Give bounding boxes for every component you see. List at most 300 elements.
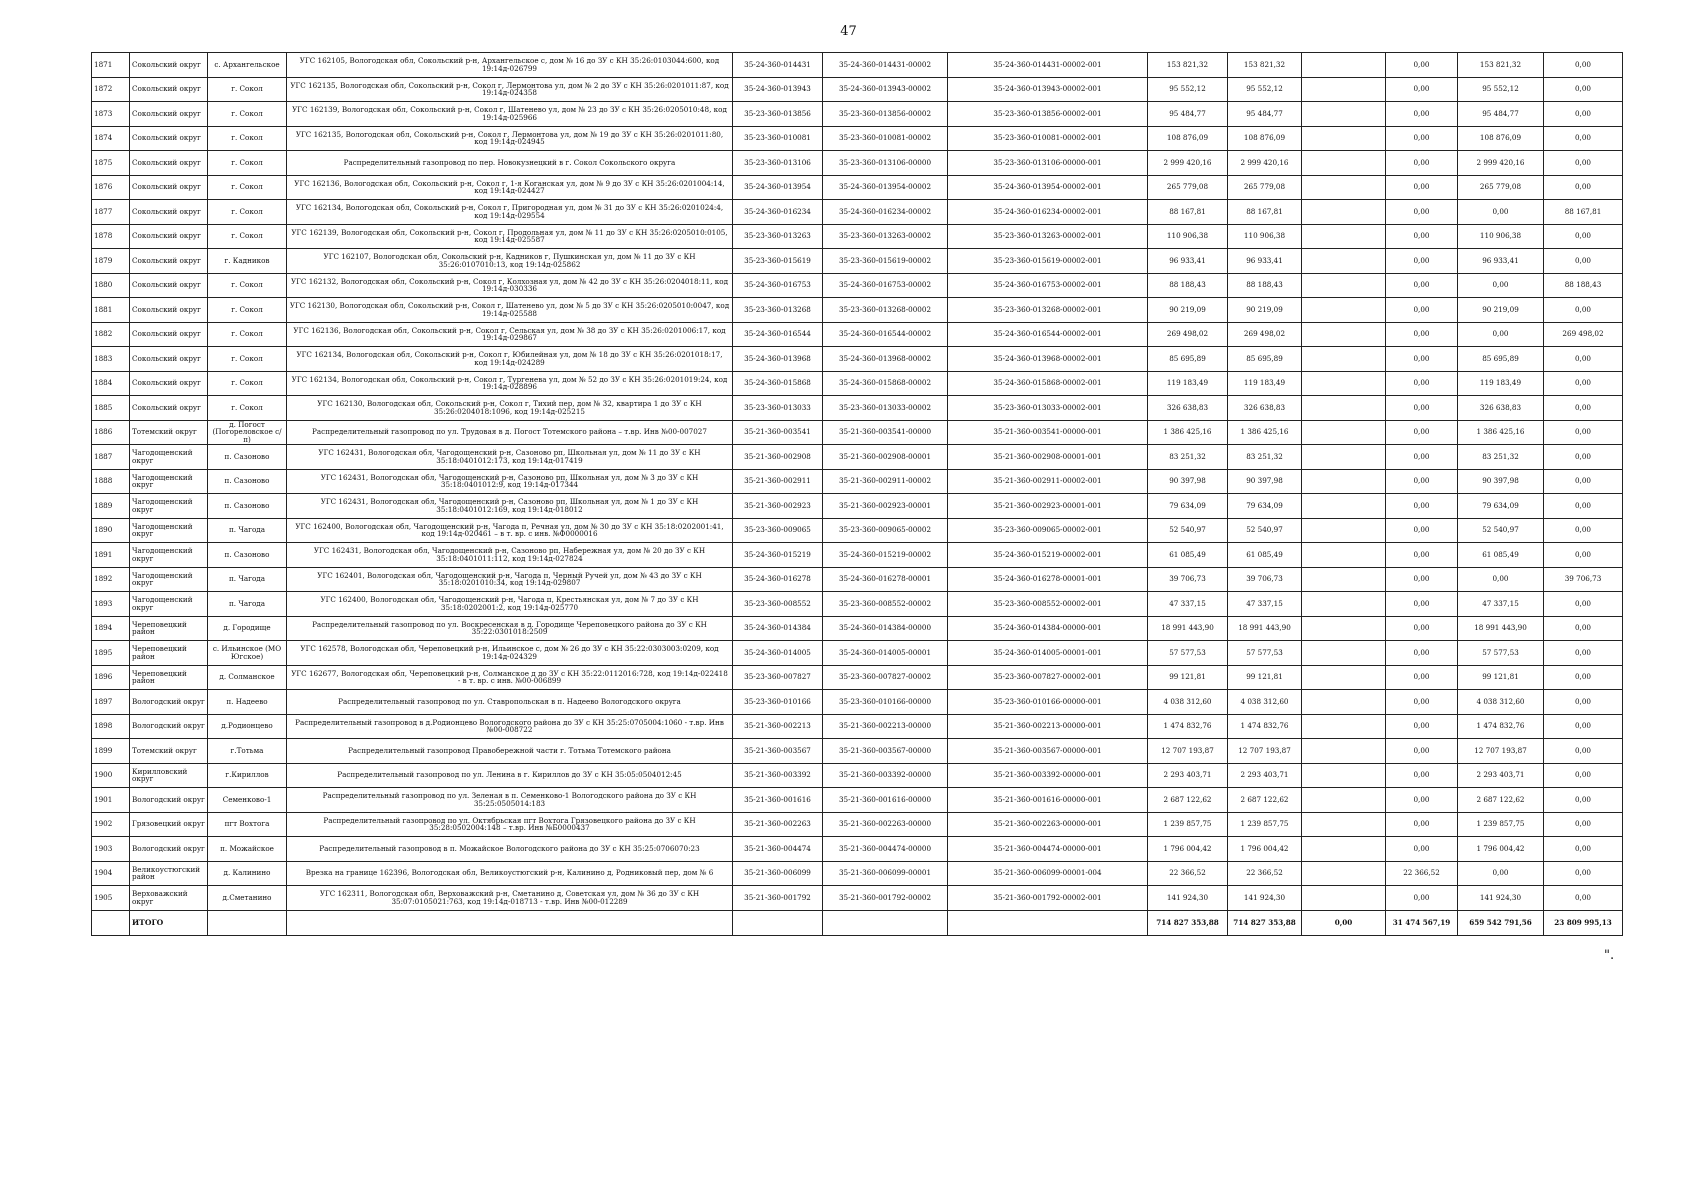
element-code-cell: 35-24-360-016234-00002-001: [948, 200, 1148, 225]
object-code-cell: 35-21-360-002908: [733, 445, 823, 470]
value-cell-3: [1302, 861, 1386, 886]
locality-cell: г.Тотьма: [208, 739, 287, 764]
table-row: [92, 543, 1623, 568]
subobject-code-cell: 35-21-360-002213-00000: [823, 714, 948, 739]
table-row: [92, 445, 1623, 470]
value-cell-3: [1302, 665, 1386, 690]
element-code-cell: 35-24-360-014005-00001-001: [948, 641, 1148, 666]
element-code-cell: 35-21-360-002263-00000-001: [948, 812, 1148, 837]
row-number: 1888: [92, 469, 130, 494]
element-code-cell: 35-23-360-015619-00002-001: [948, 249, 1148, 274]
object-description-cell: УГС 162400, Вологодская обл, Чагодощенский р-н, Чагода п, Речная ул, дом № 30 до ЗУ с КН 35:18:0202001:41, код 19:14д-020461 – в т. вр. с инв. №Ф0000016: [287, 518, 733, 543]
value-cell-5: 95 552,12: [1458, 77, 1544, 102]
object-code-cell: 35-24-360-016544: [733, 322, 823, 347]
table-row: [92, 249, 1623, 274]
value-cell-5: 52 540,97: [1458, 518, 1544, 543]
register-table: [91, 52, 1623, 936]
value-cell-5: 326 638,83: [1458, 396, 1544, 421]
district-cell: Верховажский округ: [130, 886, 208, 911]
object-description-cell: УГС 162401, Вологодская обл, Чагодощенский р-н, Чагода п, Черный Ручей ул, дом № 43 до ЗУ с КН 35:18:0201010:34, код 19:14д-029807: [287, 567, 733, 592]
row-number: 1887: [92, 445, 130, 470]
table-row: [92, 396, 1623, 421]
value-cell-5: 96 933,41: [1458, 249, 1544, 274]
object-code-cell: 35-23-360-013263: [733, 224, 823, 249]
total-empty-cell: [733, 910, 823, 935]
element-code-cell: 35-21-360-002923-00001-001: [948, 494, 1148, 519]
value-cell-1: 2 687 122,62: [1148, 788, 1228, 813]
district-cell: Чагодощенский округ: [130, 494, 208, 519]
object-code-cell: 35-23-360-010166: [733, 690, 823, 715]
object-code-cell: 35-21-360-002911: [733, 469, 823, 494]
element-code-cell: 35-24-360-016753-00002-001: [948, 273, 1148, 298]
locality-cell: п. Надеево: [208, 690, 287, 715]
table-row: [92, 175, 1623, 200]
row-number: 1905: [92, 886, 130, 911]
value-cell-6: 0,00: [1544, 592, 1623, 617]
object-description-cell: УГС 162139, Вологодская обл, Сокольский р-н, Сокол г, Продольная ул, дом № 11 до ЗУ с КН 35:26:0205010:0105, код 19:14д-025587: [287, 224, 733, 249]
object-description-cell: Распределительный газопровод в п. Можайское Вологодского района до ЗУ с КН 35:25:0706070:23: [287, 837, 733, 862]
district-cell: Сокольский округ: [130, 175, 208, 200]
district-cell: Сокольский округ: [130, 322, 208, 347]
object-code-cell: 35-24-360-015868: [733, 371, 823, 396]
value-cell-1: 57 577,53: [1148, 641, 1228, 666]
value-cell-4: 0,00: [1386, 616, 1458, 641]
value-cell-6: 0,00: [1544, 77, 1623, 102]
object-description-cell: УГС 162107, Вологодская обл, Сокольский р-н, Кадников г, Пушкинская ул, дом № 11 до ЗУ с КН 35:26:0107010:13, код 19:14д-025862: [287, 249, 733, 274]
value-cell-3: [1302, 812, 1386, 837]
value-cell-4: 0,00: [1386, 151, 1458, 176]
value-cell-6: 0,00: [1544, 690, 1623, 715]
object-description-cell: Распределительный газопровод по ул. Ленина в г. Кириллов до ЗУ с КН 35:05:0504012:45: [287, 763, 733, 788]
object-code-cell: 35-23-360-013106: [733, 151, 823, 176]
object-code-cell: 35-24-360-014005: [733, 641, 823, 666]
value-cell-6: 0,00: [1544, 763, 1623, 788]
element-code-cell: 35-24-360-013954-00002-001: [948, 175, 1148, 200]
value-cell-6: 0,00: [1544, 861, 1623, 886]
total-v5: 659 542 791,56: [1458, 910, 1544, 935]
value-cell-1: 2 293 403,71: [1148, 763, 1228, 788]
value-cell-6: 0,00: [1544, 641, 1623, 666]
row-number: 1883: [92, 347, 130, 372]
total-empty-cell: [208, 910, 287, 935]
total-empty-cell: [823, 910, 948, 935]
value-cell-3: [1302, 518, 1386, 543]
value-cell-1: 47 337,15: [1148, 592, 1228, 617]
value-cell-2: 1 386 425,16: [1228, 420, 1302, 445]
subobject-code-cell: 35-24-360-016753-00002: [823, 273, 948, 298]
value-cell-1: 95 484,77: [1148, 102, 1228, 127]
value-cell-5: 0,00: [1458, 567, 1544, 592]
table-row: [92, 322, 1623, 347]
value-cell-5: 110 906,38: [1458, 224, 1544, 249]
table-row: [92, 151, 1623, 176]
value-cell-5: 90 219,09: [1458, 298, 1544, 323]
row-number: 1885: [92, 396, 130, 421]
object-code-cell: 35-21-360-002213: [733, 714, 823, 739]
object-description-cell: Распределительный газопровод Правобережной части г. Тотьма Тотемского района: [287, 739, 733, 764]
locality-cell: п. Чагода: [208, 592, 287, 617]
object-code-cell: 35-21-360-001792: [733, 886, 823, 911]
element-code-cell: 35-21-360-003392-00000-001: [948, 763, 1148, 788]
value-cell-1: 61 085,49: [1148, 543, 1228, 568]
object-code-cell: 35-21-360-003392: [733, 763, 823, 788]
value-cell-3: [1302, 298, 1386, 323]
element-code-cell: 35-21-360-001792-00002-001: [948, 886, 1148, 911]
subobject-code-cell: 35-23-360-008552-00002: [823, 592, 948, 617]
value-cell-5: 0,00: [1458, 200, 1544, 225]
row-number: 1889: [92, 494, 130, 519]
row-number: 1877: [92, 200, 130, 225]
table-row: [92, 763, 1623, 788]
value-cell-4: 0,00: [1386, 469, 1458, 494]
value-cell-3: [1302, 837, 1386, 862]
table-row: [92, 739, 1623, 764]
table-row: [92, 714, 1623, 739]
value-cell-6: 0,00: [1544, 102, 1623, 127]
row-number: 1891: [92, 543, 130, 568]
value-cell-5: 141 924,30: [1458, 886, 1544, 911]
object-description-cell: УГС 162134, Вологодская обл, Сокольский р-н, Сокол г, Юбилейная ул, дом № 18 до ЗУ с КН 35:26:0201018:17, код 19:14д-024289: [287, 347, 733, 372]
object-description-cell: УГС 162431, Вологодская обл, Чагодощенский р-н, Сазоново рп, Школьная ул, дом № 3 до ЗУ с КН 35:18:0401012:9, код 19:14д-017344: [287, 469, 733, 494]
district-cell: Чагодощенский округ: [130, 469, 208, 494]
table-row: [92, 837, 1623, 862]
table-row: [92, 53, 1623, 78]
value-cell-3: [1302, 371, 1386, 396]
value-cell-1: 141 924,30: [1148, 886, 1228, 911]
value-cell-4: 0,00: [1386, 322, 1458, 347]
value-cell-2: 110 906,38: [1228, 224, 1302, 249]
subobject-code-cell: 35-23-360-013263-00002: [823, 224, 948, 249]
value-cell-6: 0,00: [1544, 126, 1623, 151]
value-cell-2: 18 991 443,90: [1228, 616, 1302, 641]
locality-cell: г. Сокол: [208, 102, 287, 127]
value-cell-1: 269 498,02: [1148, 322, 1228, 347]
value-cell-4: 0,00: [1386, 249, 1458, 274]
value-cell-4: 0,00: [1386, 886, 1458, 911]
value-cell-5: 108 876,09: [1458, 126, 1544, 151]
value-cell-3: [1302, 592, 1386, 617]
locality-cell: п. Сазоново: [208, 445, 287, 470]
value-cell-3: [1302, 200, 1386, 225]
object-description-cell: Распределительный газопровод по ул. Воскресенская в д. Городище Череповецкого района до ЗУ с КН 35:22:0301018:2509: [287, 616, 733, 641]
district-cell: Чагодощенский округ: [130, 543, 208, 568]
subobject-code-cell: 35-21-360-004474-00000: [823, 837, 948, 862]
row-number: 1892: [92, 567, 130, 592]
value-cell-3: [1302, 322, 1386, 347]
locality-cell: п. Чагода: [208, 518, 287, 543]
table-row: [92, 690, 1623, 715]
value-cell-1: 95 552,12: [1148, 77, 1228, 102]
table-row: [92, 347, 1623, 372]
value-cell-2: 141 924,30: [1228, 886, 1302, 911]
value-cell-1: 2 999 420,16: [1148, 151, 1228, 176]
value-cell-5: 1 239 857,75: [1458, 812, 1544, 837]
value-cell-3: [1302, 347, 1386, 372]
locality-cell: г. Сокол: [208, 200, 287, 225]
value-cell-1: 265 779,08: [1148, 175, 1228, 200]
value-cell-4: 0,00: [1386, 518, 1458, 543]
object-description-cell: УГС 162134, Вологодская обл, Сокольский р-н, Сокол г, Пригородная ул, дом № 31 до ЗУ с КН 35:26:0201024:4, код 19:14д-029554: [287, 200, 733, 225]
value-cell-3: [1302, 126, 1386, 151]
district-cell: Сокольский округ: [130, 53, 208, 78]
object-description-cell: УГС 162578, Вологодская обл, Череповецкий р-н, Ильинское с, дом № 26 до ЗУ с КН 35:22:0303003:0209, код 19:14д-024329: [287, 641, 733, 666]
locality-cell: д.Родионцево: [208, 714, 287, 739]
district-cell: Сокольский округ: [130, 200, 208, 225]
value-cell-5: 4 038 312,60: [1458, 690, 1544, 715]
locality-cell: д. Погост (Погореловское с/п): [208, 420, 287, 445]
value-cell-2: 47 337,15: [1228, 592, 1302, 617]
row-number: 1872: [92, 77, 130, 102]
locality-cell: п. Сазоново: [208, 494, 287, 519]
district-cell: Сокольский округ: [130, 371, 208, 396]
total-v2: 714 827 353,88: [1228, 910, 1302, 935]
subobject-code-cell: 35-24-360-014384-00000: [823, 616, 948, 641]
value-cell-4: 0,00: [1386, 126, 1458, 151]
locality-cell: п. Можайское: [208, 837, 287, 862]
object-description-cell: УГС 162105, Вологодская обл, Сокольский р-н, Архангельское с, дом № 16 до ЗУ с КН 35:26:0103044:600, код 19:14д-026799: [287, 53, 733, 78]
value-cell-4: 0,00: [1386, 567, 1458, 592]
value-cell-2: 85 695,89: [1228, 347, 1302, 372]
element-code-cell: 35-23-360-013268-00002-001: [948, 298, 1148, 323]
value-cell-5: 2 999 420,16: [1458, 151, 1544, 176]
value-cell-6: 88 167,81: [1544, 200, 1623, 225]
locality-cell: г. Сокол: [208, 273, 287, 298]
value-cell-3: [1302, 788, 1386, 813]
value-cell-3: [1302, 469, 1386, 494]
value-cell-6: 0,00: [1544, 151, 1623, 176]
row-number: 1897: [92, 690, 130, 715]
object-code-cell: 35-21-360-001616: [733, 788, 823, 813]
value-cell-1: 119 183,49: [1148, 371, 1228, 396]
total-v1: 714 827 353,88: [1148, 910, 1228, 935]
value-cell-1: 96 933,41: [1148, 249, 1228, 274]
value-cell-6: 0,00: [1544, 396, 1623, 421]
value-cell-6: 0,00: [1544, 175, 1623, 200]
value-cell-1: 108 876,09: [1148, 126, 1228, 151]
row-number: 1895: [92, 641, 130, 666]
value-cell-6: 0,00: [1544, 886, 1623, 911]
row-number: 1875: [92, 151, 130, 176]
value-cell-1: 1 474 832,76: [1148, 714, 1228, 739]
value-cell-4: 0,00: [1386, 788, 1458, 813]
element-code-cell: 35-21-360-002213-00000-001: [948, 714, 1148, 739]
subobject-code-cell: 35-23-360-009065-00002: [823, 518, 948, 543]
district-cell: Вологодский округ: [130, 714, 208, 739]
value-cell-3: [1302, 494, 1386, 519]
value-cell-1: 1 386 425,16: [1148, 420, 1228, 445]
value-cell-1: 99 121,81: [1148, 665, 1228, 690]
subobject-code-cell: 35-24-360-015868-00002: [823, 371, 948, 396]
locality-cell: д. Городище: [208, 616, 287, 641]
table-row: [92, 788, 1623, 813]
subobject-code-cell: 35-21-360-006099-00001: [823, 861, 948, 886]
table-row: [92, 665, 1623, 690]
value-cell-2: 99 121,81: [1228, 665, 1302, 690]
district-cell: Череповецкий район: [130, 641, 208, 666]
value-cell-6: 0,00: [1544, 837, 1623, 862]
value-cell-4: 0,00: [1386, 273, 1458, 298]
value-cell-4: 0,00: [1386, 837, 1458, 862]
locality-cell: г. Сокол: [208, 175, 287, 200]
element-code-cell: 35-23-360-013856-00002-001: [948, 102, 1148, 127]
locality-cell: г. Сокол: [208, 126, 287, 151]
subobject-code-cell: 35-23-360-007827-00002: [823, 665, 948, 690]
object-description-cell: УГС 162136, Вологодская обл, Сокольский р-н, Сокол г, 1-я Коганская ул, дом № 9 до ЗУ с КН 35:26:0201004:14, код 19:14д-024427: [287, 175, 733, 200]
locality-cell: г.Кириллов: [208, 763, 287, 788]
object-description-cell: УГС 162132, Вологодская обл, Сокольский р-н, Сокол г, Колхозная ул, дом № 42 до ЗУ с КН 35:26:0204018:11, код 19:14д-030336: [287, 273, 733, 298]
value-cell-5: 61 085,49: [1458, 543, 1544, 568]
locality-cell: п. Чагода: [208, 567, 287, 592]
value-cell-2: 95 552,12: [1228, 77, 1302, 102]
locality-cell: г. Сокол: [208, 347, 287, 372]
locality-cell: г. Сокол: [208, 371, 287, 396]
object-description-cell: Врезка на границе 162396, Вологодская обл, Великоустюгский р-н, Калинино д, Родниковый пер, дом № 6: [287, 861, 733, 886]
table-row: [92, 518, 1623, 543]
table-row: [92, 567, 1623, 592]
value-cell-1: 22 366,52: [1148, 861, 1228, 886]
value-cell-3: [1302, 175, 1386, 200]
element-code-cell: 35-21-360-006099-00001-004: [948, 861, 1148, 886]
object-code-cell: 35-21-360-003541: [733, 420, 823, 445]
value-cell-4: 22 366,52: [1386, 861, 1458, 886]
district-cell: Вологодский округ: [130, 788, 208, 813]
value-cell-4: 0,00: [1386, 543, 1458, 568]
object-code-cell: 35-23-360-007827: [733, 665, 823, 690]
row-number: 1904: [92, 861, 130, 886]
value-cell-5: 1 796 004,42: [1458, 837, 1544, 862]
district-cell: Чагодощенский округ: [130, 567, 208, 592]
value-cell-3: [1302, 567, 1386, 592]
table-row: [92, 224, 1623, 249]
subobject-code-cell: 35-24-360-016278-00001: [823, 567, 948, 592]
value-cell-4: 0,00: [1386, 347, 1458, 372]
locality-cell: пгт Вохтога: [208, 812, 287, 837]
locality-cell: д.Сметанино: [208, 886, 287, 911]
value-cell-5: 0,00: [1458, 322, 1544, 347]
value-cell-6: 0,00: [1544, 616, 1623, 641]
page-number: 47: [840, 24, 857, 39]
element-code-cell: 35-21-360-001616-00000-001: [948, 788, 1148, 813]
value-cell-4: 0,00: [1386, 641, 1458, 666]
value-cell-3: [1302, 714, 1386, 739]
value-cell-6: 0,00: [1544, 788, 1623, 813]
value-cell-3: [1302, 763, 1386, 788]
value-cell-6: 0,00: [1544, 371, 1623, 396]
subobject-code-cell: 35-23-360-010166-00000: [823, 690, 948, 715]
value-cell-5: 95 484,77: [1458, 102, 1544, 127]
total-empty-cell: [948, 910, 1148, 935]
value-cell-2: 22 366,52: [1228, 861, 1302, 886]
object-code-cell: 35-21-360-006099: [733, 861, 823, 886]
subobject-code-cell: 35-21-360-002263-00000: [823, 812, 948, 837]
value-cell-4: 0,00: [1386, 371, 1458, 396]
table-row: [92, 886, 1623, 911]
object-code-cell: 35-23-360-013856: [733, 102, 823, 127]
value-cell-4: 0,00: [1386, 200, 1458, 225]
subobject-code-cell: 35-21-360-003541-00000: [823, 420, 948, 445]
value-cell-5: 18 991 443,90: [1458, 616, 1544, 641]
locality-cell: п. Сазоново: [208, 543, 287, 568]
value-cell-4: 0,00: [1386, 420, 1458, 445]
district-cell: Вологодский округ: [130, 837, 208, 862]
value-cell-5: 85 695,89: [1458, 347, 1544, 372]
element-code-cell: 35-24-360-016544-00002-001: [948, 322, 1148, 347]
value-cell-2: 2 999 420,16: [1228, 151, 1302, 176]
object-description-cell: УГС 162135, Вологодская обл, Сокольский р-н, Сокол г, Лермонтова ул, дом № 19 до ЗУ с КН 35:26:0201011:80, код 19:14д-024945: [287, 126, 733, 151]
value-cell-4: 0,00: [1386, 396, 1458, 421]
subobject-code-cell: 35-23-360-015619-00002: [823, 249, 948, 274]
object-description-cell: Распределительный газопровод по ул. Зеленая в п. Семенково-1 Вологодского района до ЗУ с КН 35:25:0505014:183: [287, 788, 733, 813]
value-cell-4: 0,00: [1386, 175, 1458, 200]
subobject-code-cell: 35-24-360-014005-00001: [823, 641, 948, 666]
value-cell-6: 88 188,43: [1544, 273, 1623, 298]
value-cell-4: 0,00: [1386, 224, 1458, 249]
district-cell: Великоустюгский район: [130, 861, 208, 886]
district-cell: Сокольский округ: [130, 273, 208, 298]
element-code-cell: 35-21-360-003567-00000-001: [948, 739, 1148, 764]
subobject-code-cell: 35-21-360-002923-00001: [823, 494, 948, 519]
value-cell-1: 18 991 443,90: [1148, 616, 1228, 641]
district-cell: Вологодский округ: [130, 690, 208, 715]
value-cell-2: 88 188,43: [1228, 273, 1302, 298]
value-cell-2: 269 498,02: [1228, 322, 1302, 347]
object-code-cell: 35-24-360-014384: [733, 616, 823, 641]
subobject-code-cell: 35-21-360-001616-00000: [823, 788, 948, 813]
object-code-cell: 35-23-360-013033: [733, 396, 823, 421]
district-cell: Сокольский округ: [130, 224, 208, 249]
value-cell-6: 0,00: [1544, 665, 1623, 690]
table-row: [92, 102, 1623, 127]
value-cell-6: 0,00: [1544, 812, 1623, 837]
locality-cell: д. Солманское: [208, 665, 287, 690]
element-code-cell: 35-21-360-002908-00001-001: [948, 445, 1148, 470]
value-cell-3: [1302, 445, 1386, 470]
locality-cell: Семенково-1: [208, 788, 287, 813]
value-cell-6: 0,00: [1544, 53, 1623, 78]
table-row: [92, 371, 1623, 396]
value-cell-5: 83 251,32: [1458, 445, 1544, 470]
value-cell-1: 1 796 004,42: [1148, 837, 1228, 862]
value-cell-4: 0,00: [1386, 102, 1458, 127]
value-cell-3: [1302, 102, 1386, 127]
object-description-cell: УГС 162400, Вологодская обл, Чагодощенский р-н, Чагода п, Крестьянская ул, дом № 7 до ЗУ с КН 35:18:0202001:2, код 19:14д-025770: [287, 592, 733, 617]
value-cell-2: 4 038 312,60: [1228, 690, 1302, 715]
object-code-cell: 35-24-360-013943: [733, 77, 823, 102]
district-cell: Тотемский округ: [130, 420, 208, 445]
locality-cell: г. Сокол: [208, 298, 287, 323]
subobject-code-cell: 35-24-360-013954-00002: [823, 175, 948, 200]
value-cell-5: 0,00: [1458, 861, 1544, 886]
value-cell-2: 326 638,83: [1228, 396, 1302, 421]
value-cell-2: 265 779,08: [1228, 175, 1302, 200]
district-cell: Череповецкий район: [130, 665, 208, 690]
row-number: 1893: [92, 592, 130, 617]
element-code-cell: 35-23-360-007827-00002-001: [948, 665, 1148, 690]
table-row: [92, 420, 1623, 445]
district-cell: Грязовецкий округ: [130, 812, 208, 837]
value-cell-4: 0,00: [1386, 714, 1458, 739]
value-cell-1: 90 219,09: [1148, 298, 1228, 323]
district-cell: Чагодощенский округ: [130, 518, 208, 543]
element-code-cell: 35-23-360-013033-00002-001: [948, 396, 1148, 421]
locality-cell: д. Калинино: [208, 861, 287, 886]
district-cell: Сокольский округ: [130, 249, 208, 274]
district-cell: Кирилловский округ: [130, 763, 208, 788]
object-code-cell: 35-23-360-015619: [733, 249, 823, 274]
object-description-cell: УГС 162431, Вологодская обл, Чагодощенский р-н, Сазоново рп, Школьная ул, дом № 11 до ЗУ с КН 35:18:0401012:173, код 19:14д-017419: [287, 445, 733, 470]
subobject-code-cell: 35-21-360-002908-00001: [823, 445, 948, 470]
value-cell-1: 83 251,32: [1148, 445, 1228, 470]
